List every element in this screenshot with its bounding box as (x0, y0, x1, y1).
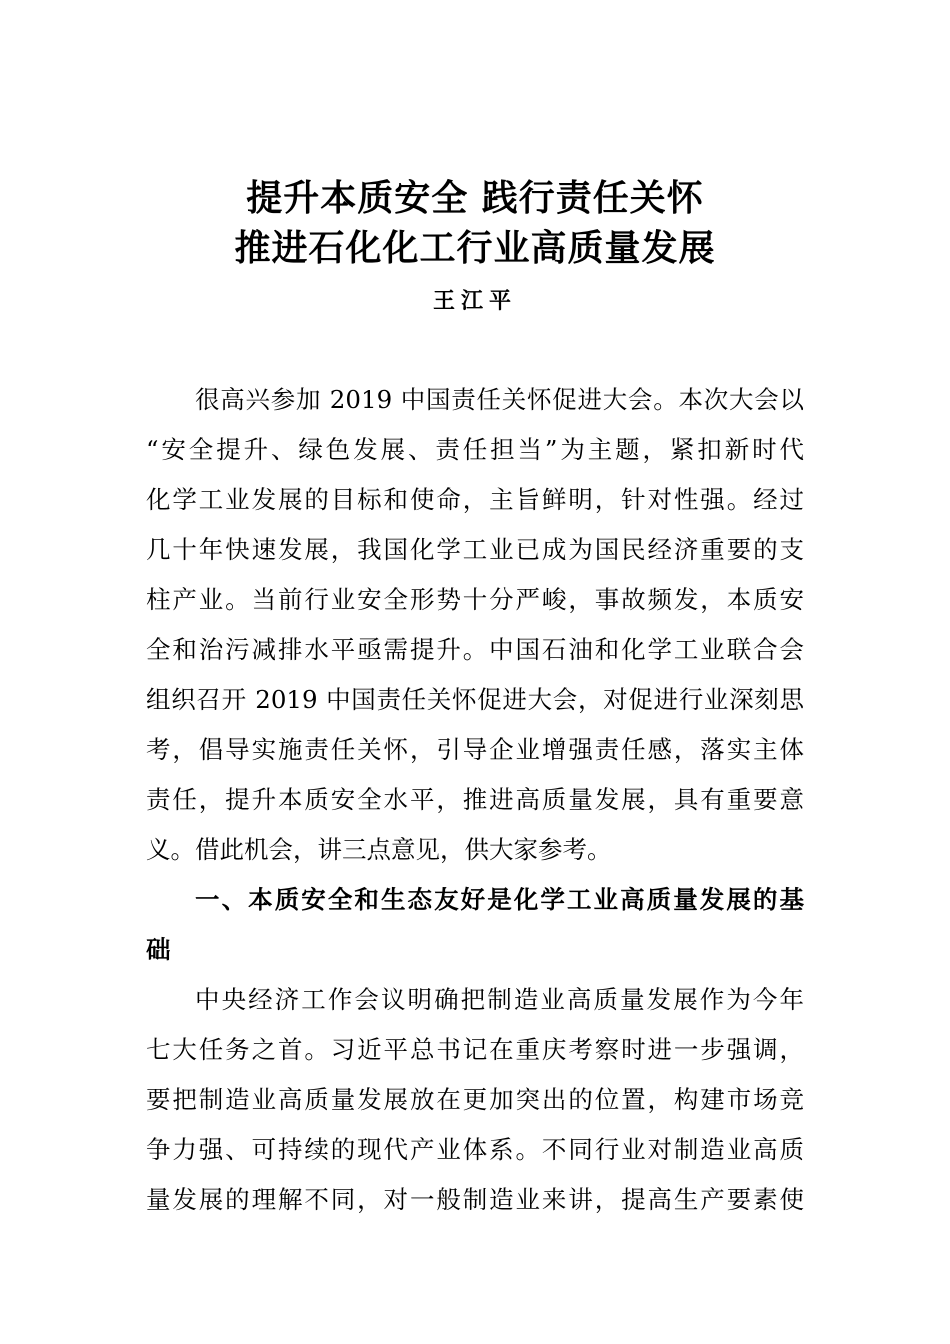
title-line-2: 推进石化化工行业高质量发展 (234, 227, 716, 269)
paragraph-1-line: 很高兴参加 2019 中国责任关怀促进大会。本次大会以 (195, 385, 804, 414)
paragraph-1-line: 全和治污减排水平亟需提升。中国石油和化学工业联合会 (146, 635, 804, 664)
paragraph-1-line: 几十年快速发展，我国化学工业已成为国民经济重要的支 (146, 535, 804, 564)
paragraph-1-line: 考，倡导实施责任关怀，引导企业增强责任感，落实主体 (146, 735, 804, 764)
author-name: 王江平 (432, 288, 517, 314)
paragraph-1-line: 义。借此机会，讲三点意见，供大家参考。 (146, 835, 612, 864)
paragraph-2-line: 争力强、可持续的现代产业体系。不同行业对制造业高质 (146, 1135, 804, 1164)
section-heading-line: 一、本质安全和生态友好是化学工业高质量发展的基 (195, 885, 804, 914)
paragraph-1-line: “安全提升、绿色发展、责任担当”为主题，紧扣新时代 (146, 435, 804, 464)
paragraph-2-line: 七大任务之首。习近平总书记在重庆考察时进一步强调， (146, 1035, 804, 1064)
paragraph-1-line: 责任，提升本质安全水平，推进高质量发展，具有重要意 (146, 785, 804, 814)
paragraph-1-line: 柱产业。当前行业安全形势十分严峻，事故频发，本质安 (146, 585, 804, 614)
section-heading-line: 础 (146, 935, 171, 964)
paragraph-1-line: 组织召开 2019 中国责任关怀促进大会，对促进行业深刻思 (146, 685, 804, 714)
paragraph-2-line: 量发展的理解不同，对一般制造业来讲，提高生产要素使 (146, 1185, 804, 1214)
paragraph-2-line: 中央经济工作会议明确把制造业高质量发展作为今年 (195, 985, 804, 1014)
title-line-1: 提升本质安全 践行责任关怀 (246, 177, 704, 219)
paragraph-2-line: 要把制造业高质量发展放在更加突出的位置，构建市场竞 (146, 1085, 804, 1114)
paragraph-1-line: 化学工业发展的目标和使命，主旨鲜明，针对性强。经过 (146, 485, 804, 514)
